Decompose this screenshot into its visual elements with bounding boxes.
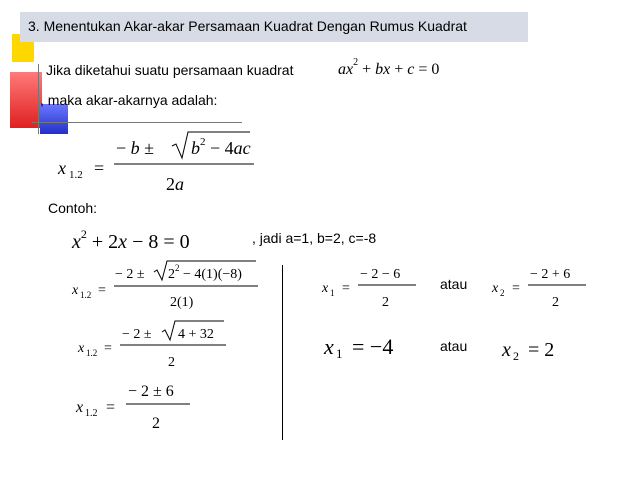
- decor-line: [32, 122, 242, 123]
- example-equation: [70, 222, 230, 256]
- coefficients-text: , jadi a=1, b=2, c=-8: [252, 230, 377, 246]
- svg-text:− 2 + 6: − 2 + 6: [530, 267, 571, 282]
- svg-text:ax2 + bx + c = 0: $ax^2$ + bx + c = 0: [338, 57, 440, 78]
- divider-line: [282, 265, 283, 440]
- svg-text:=: =: [106, 399, 116, 416]
- step-1-formula: [70, 258, 270, 318]
- x1-result: [322, 330, 432, 364]
- svg-text:x: x: [58, 158, 66, 178]
- svg-text:2: 2: [513, 349, 519, 363]
- svg-text:− 2 ±: − 2 ±: [122, 327, 152, 342]
- svg-text:22 − 4(1)(−8): $2^2 - 4(1)(-8)$: [168, 263, 242, 282]
- svg-text:2(1): 2(1): [170, 295, 194, 310]
- step-2-formula: [76, 318, 236, 374]
- svg-text:x: x: [502, 339, 511, 361]
- svg-text:x: x: [324, 334, 334, 359]
- atau-label-1: atau: [440, 276, 468, 292]
- svg-text:2: 2: [382, 295, 389, 310]
- svg-text:=: =: [512, 281, 520, 296]
- svg-text:=: =: [342, 281, 350, 296]
- svg-text:=: =: [104, 341, 112, 356]
- step-3-formula: [74, 376, 204, 438]
- svg-text:=: =: [94, 158, 105, 178]
- svg-text:2a: 2a: [166, 174, 184, 194]
- x2-fraction: [490, 258, 600, 318]
- svg-text:− 2 ± 6: − 2 ± 6: [128, 383, 174, 400]
- svg-text:x: x: [322, 281, 329, 296]
- svg-text:=: =: [98, 283, 106, 298]
- svg-text:2: 2: [500, 288, 505, 298]
- svg-text:1.2: 1.2: [85, 408, 98, 419]
- atau-label-2: atau: [440, 338, 468, 354]
- svg-text:− 2 ±: − 2 ±: [115, 267, 145, 282]
- intro-text: Jika diketahui suatu persamaan kuadrat: [46, 62, 294, 78]
- svg-text:4 + 32: 4 + 32: [178, 327, 214, 342]
- svg-text:b2 − 4ac: $b^2 - 4ac$: [191, 136, 251, 158]
- intro-text-2: , maka akar-akarnya adalah:: [40, 92, 218, 108]
- svg-text:x: x: [78, 341, 85, 356]
- quadratic-formula: [54, 128, 274, 198]
- example-label: Contoh:: [48, 200, 98, 216]
- x2-result: [500, 332, 590, 364]
- svg-text:2: 2: [168, 355, 175, 370]
- svg-text:= 2: = 2: [528, 339, 555, 361]
- svg-text:1: 1: [336, 346, 343, 361]
- x1-fraction: [320, 258, 430, 318]
- svg-text:1: 1: [330, 288, 335, 298]
- svg-text:x2 + 2x − 8 = 0: $x^2 + 2x - 8 = 0$: [72, 227, 190, 253]
- svg-text:1.2: 1.2: [69, 169, 83, 181]
- slide-title: 3. Menentukan Akar-akar Persamaan Kuadrat Dengan Rumus Kuadrat: [20, 12, 528, 42]
- svg-text:2: 2: [152, 415, 160, 432]
- svg-text:2: 2: [552, 295, 559, 310]
- svg-text:x: x: [76, 399, 84, 416]
- svg-text:1.2: 1.2: [86, 348, 98, 358]
- svg-text:x: x: [492, 281, 499, 296]
- svg-text:− 2 − 6: − 2 − 6: [360, 267, 401, 282]
- svg-text:x: x: [72, 283, 79, 298]
- general-equation: [336, 52, 476, 82]
- svg-text:1.2: 1.2: [80, 290, 92, 300]
- svg-text:= −4: = −4: [352, 334, 394, 359]
- svg-text:− b ±: − b ±: [116, 138, 155, 158]
- decor-vertical-line: [38, 64, 39, 134]
